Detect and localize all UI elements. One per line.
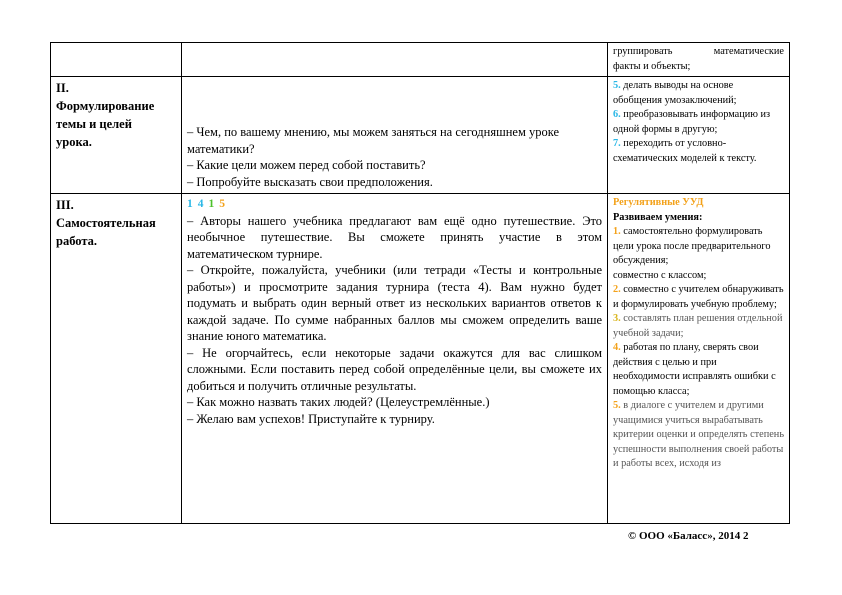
uud-skill-number: 4.	[613, 342, 621, 353]
uud-skill-text: составлять план решения отдельной учебной задачи;	[613, 313, 783, 339]
uud-skill-item	[613, 399, 784, 472]
teacher-line: – Авторы нашего учебника предлагают вам ещё одно путешествие. Это необычное путешествие. Вы сможете принять участие в этом математическом турнире.	[187, 213, 602, 261]
teacher-line: – Откройте, пожалуйста, учебники (или тетради «Тесты и контрольные работы») и просмотрите задания турнира (теста 4). Вам нужно будет подумать и выбрать один верный ответ из нескольких вариантов ответов к каждой задаче. По сумме набранных баллов мы сможем определить ваше знание юного математика.	[187, 263, 602, 343]
uud-line: группировать математические	[613, 46, 784, 57]
stage-label-line: III.	[56, 198, 74, 212]
uud-skill-item	[613, 269, 784, 284]
uud-skill-item	[613, 283, 784, 312]
uud-title: Регулятивные УУД	[613, 197, 704, 208]
stage-label-line: Формулирование	[56, 99, 155, 113]
uud-skill-text: в диалоге с учителем и другими учащимися учиться вырабатывать критерии оценки и определять степень успешности выполнения своей работы и работы всех, исходя из	[613, 400, 785, 469]
uud-subtitle: Развиваем умения:	[613, 211, 703, 223]
uud-cell	[608, 43, 790, 77]
stage-cell	[51, 77, 182, 194]
teacher-cell	[182, 77, 608, 194]
uud-skill-text: совместно с учителем обнаруживать и формулировать учебную проблему;	[613, 284, 784, 310]
uud-skill-number: 5.	[613, 400, 621, 411]
uud-skill-number: 6.	[613, 109, 621, 120]
stage-label-line: урока.	[56, 135, 92, 149]
teacher-line: – Не огорчайтесь, если некоторые задачи окажутся для вас слишком сложными. Если поставить перед собой определённые цели, вы сможете их добиться и получить отличные результаты.	[187, 345, 602, 393]
teacher-cell	[182, 43, 608, 77]
teacher-line: – Какие цели можем перед собой поставить?	[187, 158, 426, 172]
uud-skill-item	[613, 225, 784, 269]
table-row	[51, 194, 790, 524]
task-level-markers	[187, 196, 602, 213]
uud-skill-text: переходить от условно-схематических моделей к тексту.	[613, 138, 757, 164]
task-level-marker: 5	[219, 198, 225, 210]
uud-skill-number: 7.	[613, 138, 621, 149]
uud-skill-number: 2.	[613, 284, 621, 295]
teacher-line: – Попробуйте высказать свои предположения.	[187, 174, 433, 189]
task-level-marker: 1	[208, 198, 215, 210]
task-level-marker: 1	[187, 198, 193, 210]
uud-skill-item	[613, 341, 784, 399]
uud-skill-text: совместно с классом;	[613, 269, 707, 281]
table-row	[51, 43, 790, 77]
uud-skill-text: самостоятельно формулировать цели урока после предварительного обсуждения;	[613, 226, 771, 266]
stage-cell	[51, 43, 182, 77]
uud-cell	[608, 194, 790, 524]
lesson-plan-table	[50, 42, 790, 524]
stage-label-line: Самостоятельная	[56, 216, 156, 230]
teacher-line: – Желаю вам успехов! Приступайте к турниру.	[187, 411, 435, 426]
uud-skill-number: 5.	[613, 80, 621, 91]
teacher-cell	[182, 194, 608, 524]
uud-skill-text: делать выводы на основе обобщения умозаключений;	[613, 80, 737, 106]
uud-skill-item	[613, 137, 784, 166]
teacher-speech	[187, 213, 602, 428]
uud-skill-item	[613, 108, 784, 137]
uud-skill-text: работая по плану, сверять свои действия с целью и при необходимости исправлять ошибки с помощью класса;	[613, 342, 776, 397]
stage-label-line: II.	[56, 81, 69, 95]
uud-skill-text: преобразовывать информацию из одной формы в другую;	[613, 109, 771, 135]
copyright-footer: © ООО «Баласс», 2014 2	[628, 530, 749, 542]
uud-skill-number: 3.	[613, 313, 621, 324]
uud-cell	[608, 77, 790, 194]
task-level-marker: 4	[197, 198, 204, 210]
stage-label-line: темы и целей	[56, 117, 132, 131]
stage-cell	[51, 194, 182, 524]
uud-skill-item	[613, 312, 784, 341]
uud-line: факты и объекты;	[613, 60, 691, 72]
table-row	[51, 77, 790, 194]
teacher-line: – Чем, по вашему мнению, мы можем заняться на сегодняшнем уроке математики?	[187, 125, 560, 156]
uud-skill-number: 1.	[613, 226, 621, 237]
uud-skill-item	[613, 79, 784, 108]
stage-label-line: работа.	[56, 234, 98, 248]
teacher-line: – Как можно назвать таких людей? (Целеустремлённые.)	[187, 395, 490, 409]
uud-skill-list	[613, 225, 784, 472]
